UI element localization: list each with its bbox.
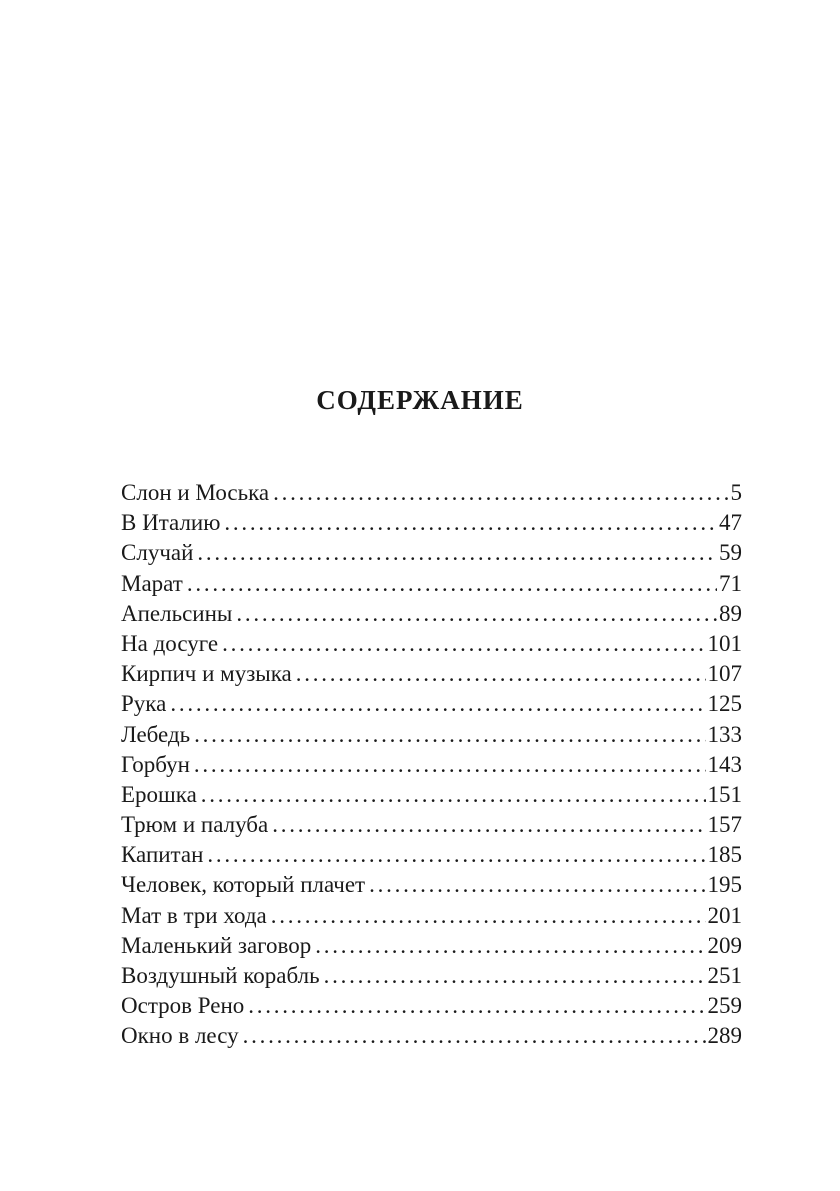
toc-entry-page: 209 xyxy=(707,932,742,958)
dot-leader xyxy=(315,931,705,961)
dot-leader xyxy=(224,508,717,538)
toc-entry xyxy=(121,599,742,629)
toc-entry xyxy=(121,780,742,810)
dot-leader xyxy=(197,538,717,568)
dot-leader xyxy=(273,478,728,508)
toc-entry-title: Апельсины xyxy=(121,600,233,626)
dot-leader xyxy=(271,901,706,931)
toc-entry-title: Слон и Моська xyxy=(121,480,270,505)
toc-entry xyxy=(121,689,742,719)
toc-entry xyxy=(121,750,742,780)
toc-entry-page: 71 xyxy=(719,570,742,596)
toc-entry-page: 185 xyxy=(707,842,742,868)
toc-entry xyxy=(121,810,742,840)
toc-entry-title: Кирпич и музыка xyxy=(121,661,292,687)
toc-entry-title: Капитан xyxy=(121,842,204,868)
dot-leader xyxy=(296,659,706,689)
dot-leader xyxy=(272,810,705,840)
dot-leader xyxy=(248,991,705,1021)
dot-leader xyxy=(201,780,706,810)
toc-entry-title: Окно в лесу xyxy=(121,1023,239,1049)
toc-entry-page: 195 xyxy=(707,872,742,898)
toc-entry-title: Маленький заговор xyxy=(121,932,312,958)
toc-entry-title: Лебедь xyxy=(121,721,191,747)
toc-entry-title: Человек, который плачет xyxy=(121,872,366,898)
toc-entry xyxy=(121,931,742,961)
dot-leader xyxy=(324,961,706,991)
toc-entry-page: 59 xyxy=(719,540,742,566)
toc-entry-page: 251 xyxy=(707,963,742,988)
toc-entry-page: 133 xyxy=(707,721,742,747)
toc-entry-page: 157 xyxy=(707,812,742,838)
toc-entry xyxy=(121,569,742,599)
toc-entry-title: Остров Рено xyxy=(121,993,245,1019)
toc-entry-page: 101 xyxy=(707,630,742,656)
toc-entry-page: 47 xyxy=(719,510,742,536)
toc-entry-title: Случай xyxy=(121,540,194,566)
dot-leader xyxy=(194,750,706,780)
toc-entry-title: Горбун xyxy=(121,751,190,777)
dot-leader xyxy=(369,870,705,900)
toc-entry-page: 143 xyxy=(707,751,742,777)
toc-entry xyxy=(121,991,742,1021)
toc-entry xyxy=(121,870,742,900)
toc-entry-page: 151 xyxy=(707,781,742,807)
toc-entry xyxy=(121,961,742,991)
toc-entry xyxy=(121,659,742,689)
toc-entry xyxy=(121,720,742,750)
toc-entry xyxy=(121,629,742,659)
dot-leader xyxy=(207,840,705,870)
table-of-contents xyxy=(121,478,742,1052)
toc-entry xyxy=(121,840,742,870)
page-title: СОДЕРЖАНИЕ xyxy=(316,385,524,415)
toc-entry-title: Воздушный корабль xyxy=(121,963,320,988)
toc-entry-page: 89 xyxy=(719,600,742,626)
dot-leader xyxy=(236,599,717,629)
dot-leader xyxy=(170,689,705,719)
toc-entry-title: Трюм и палуба xyxy=(121,812,269,838)
toc-entry-page: 201 xyxy=(707,902,742,928)
toc-entry-page: 125 xyxy=(707,691,742,717)
dot-leader xyxy=(222,629,705,659)
dot-leader xyxy=(243,1021,706,1051)
toc-entry-title: Ерошка xyxy=(121,781,197,807)
toc-entry xyxy=(121,901,742,931)
toc-entry-title: Мат в три хода xyxy=(121,902,267,928)
toc-entry-title: Марат xyxy=(121,570,183,596)
toc-entry xyxy=(121,508,742,538)
dot-leader xyxy=(187,569,717,599)
toc-entry-page: 289 xyxy=(707,1023,742,1049)
toc-entry-page: 107 xyxy=(707,661,742,687)
dot-leader xyxy=(194,720,705,750)
toc-entry xyxy=(121,1021,742,1051)
toc-entry-title: В Италию xyxy=(121,510,221,536)
toc-entry-page: 5 xyxy=(730,480,742,505)
toc-entry xyxy=(121,538,742,568)
toc-entry xyxy=(121,478,742,508)
toc-entry-title: Рука xyxy=(121,691,167,717)
toc-entry-page: 259 xyxy=(707,993,742,1019)
toc-entry-title: На досуге xyxy=(121,630,219,656)
